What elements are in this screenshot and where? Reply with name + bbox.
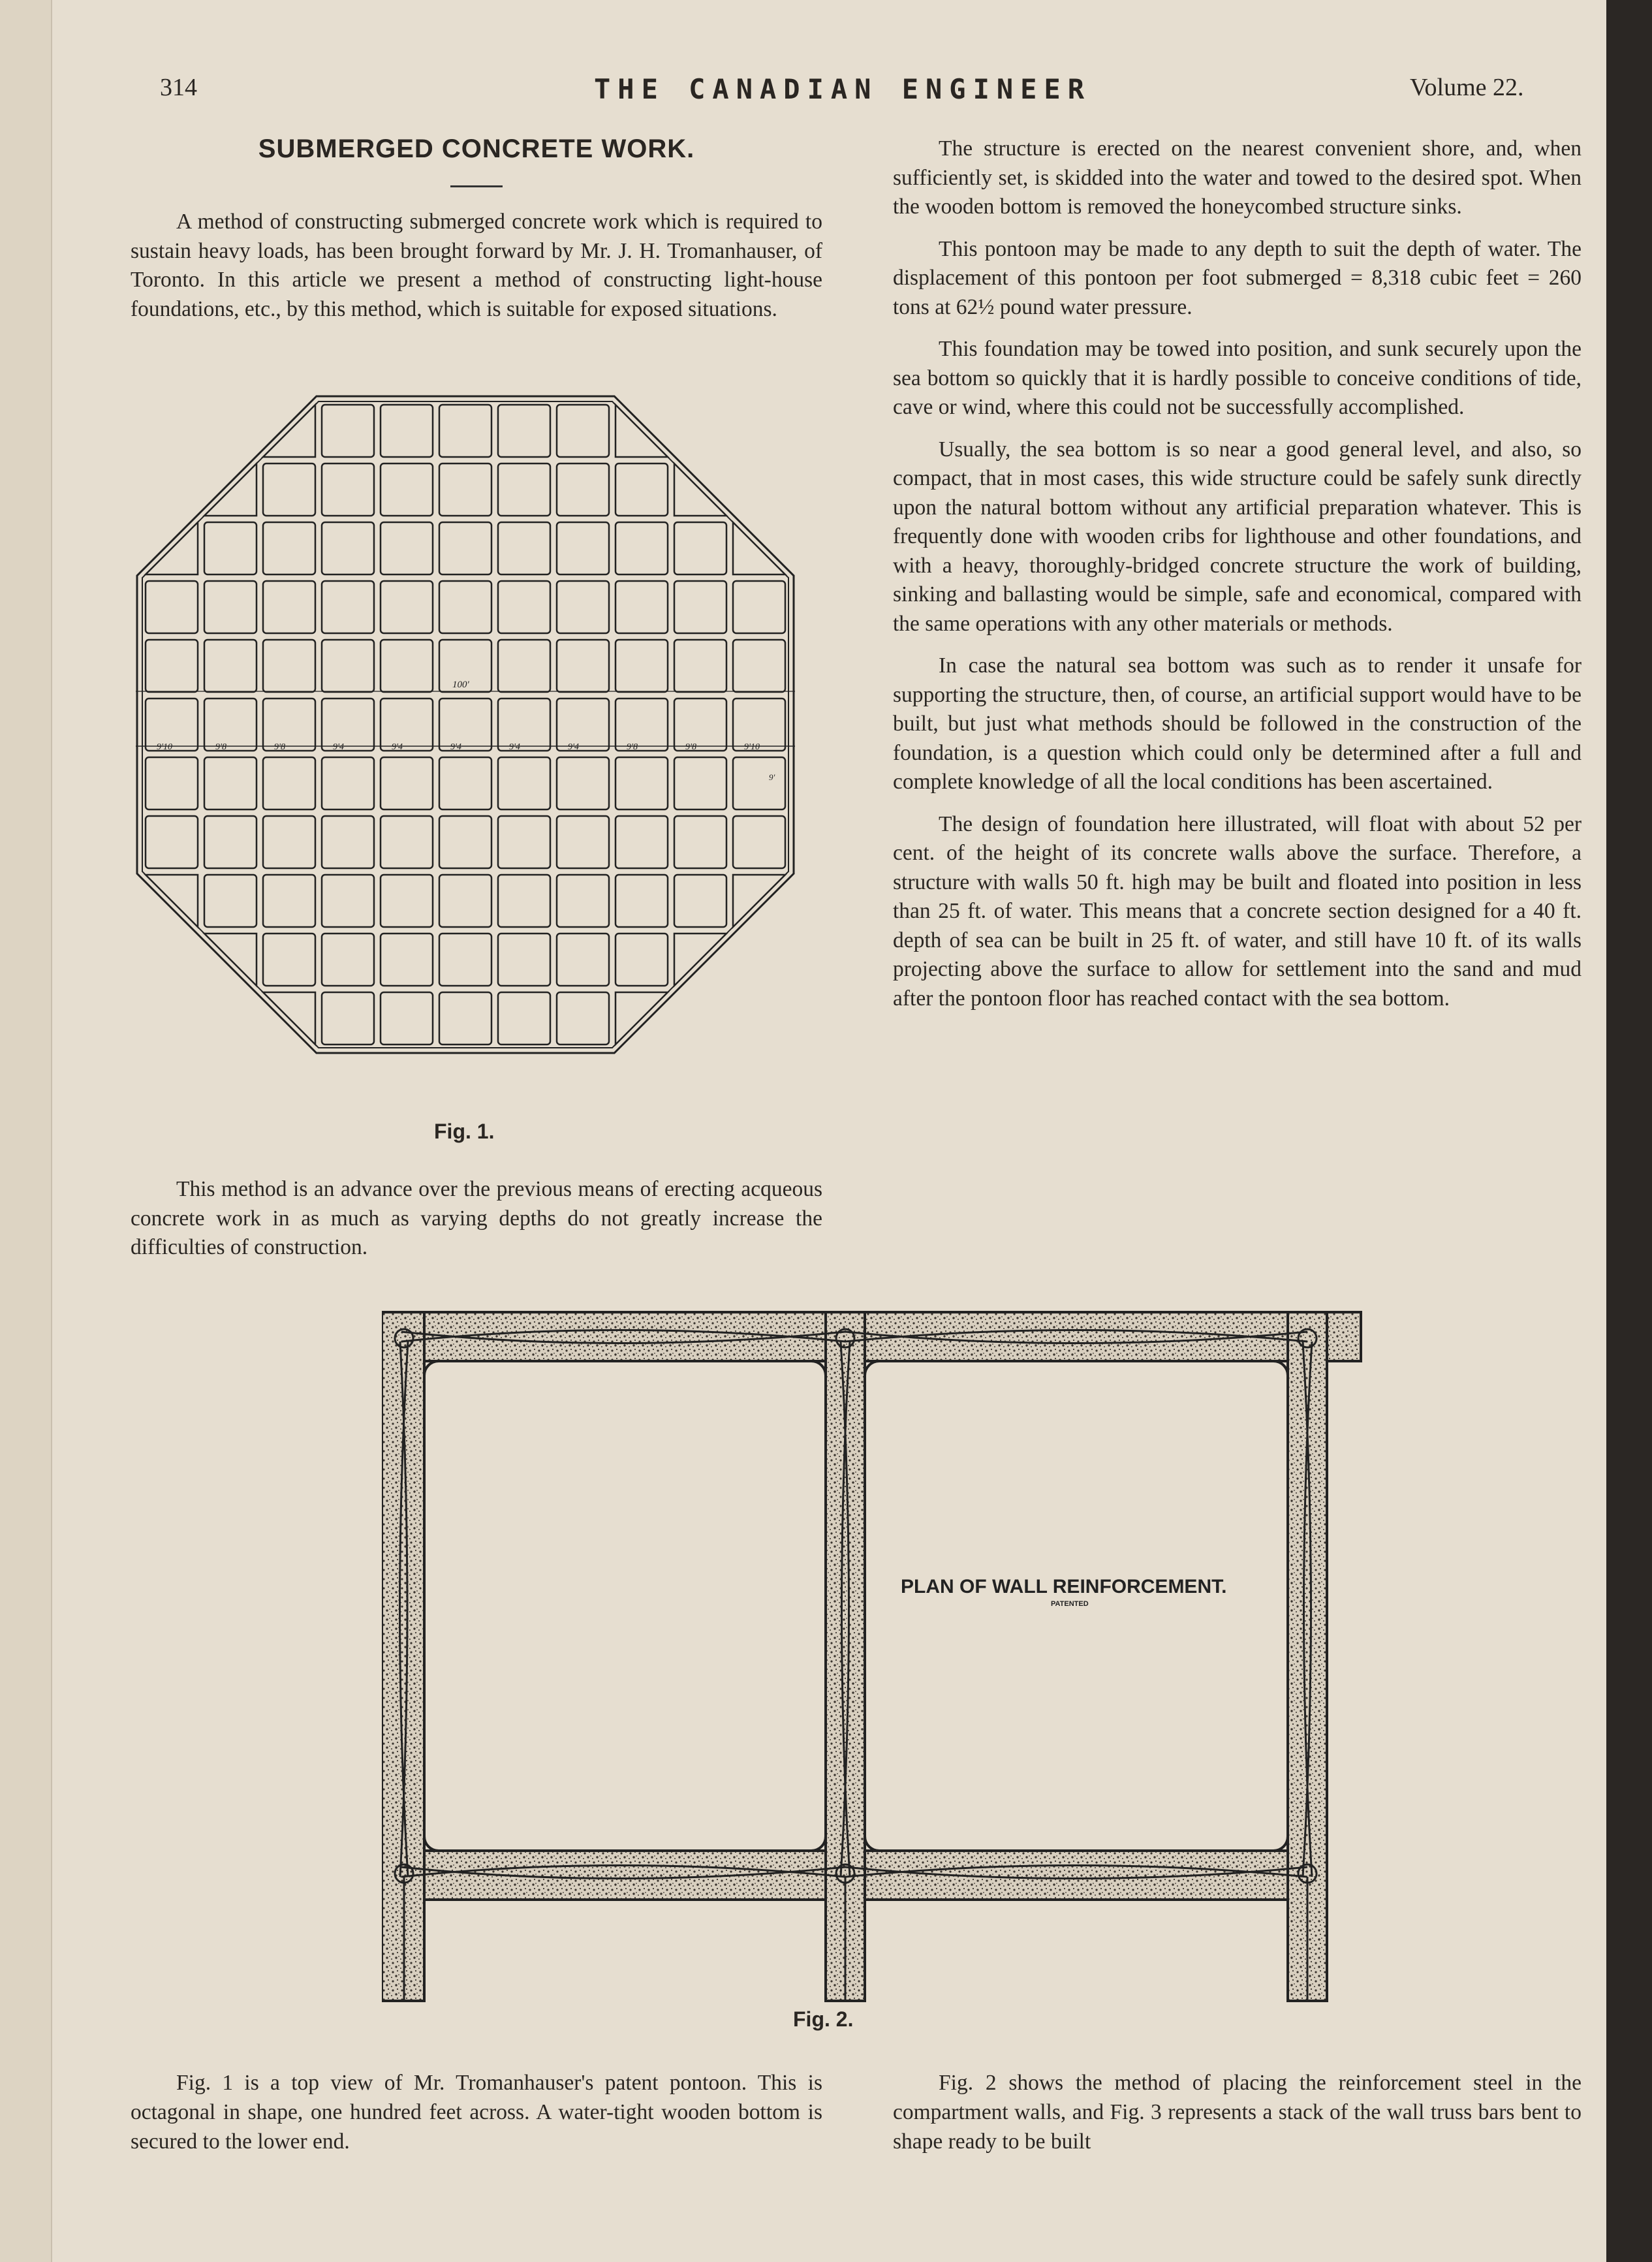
cell-dimension-label: 9'8 [627, 742, 638, 752]
bottom-right-paragraph: Fig. 2 shows the method of placing the reinforcement steel in the compartment walls, and Fig. 3 represents a stack of the wall truss bars bent to shape ready to be built [893, 2071, 1582, 2154]
grid-cell [557, 757, 609, 809]
grid-cell [557, 640, 609, 692]
grid-cell [674, 816, 726, 868]
grid-cell [674, 757, 726, 809]
grid-cell [381, 992, 433, 1045]
grid-cell [381, 699, 433, 751]
bottom-left-paragraph-block [131, 2068, 822, 2156]
figure-1 [131, 395, 835, 1143]
grid-cell [439, 405, 491, 457]
patented-label: PATENTED [1051, 1600, 1089, 1608]
cell-dimension-label: 9'4 [568, 742, 579, 752]
grid-cell [557, 405, 609, 457]
grid-cell [204, 757, 257, 809]
grid-cell [557, 992, 609, 1045]
pontoon-inner-outline [142, 401, 788, 1048]
grid-cell [616, 463, 668, 516]
grid-cell [616, 699, 668, 751]
grid-cell [322, 757, 374, 809]
corner-cell [616, 405, 668, 457]
grid-cell [616, 757, 668, 809]
cell-dimension-label: 9'8 [215, 742, 226, 752]
right-column [893, 134, 1582, 1026]
after-fig1-paragraph-block [131, 1175, 822, 1263]
cell-dimension-label: 9'10 [744, 742, 760, 752]
grid-cell [381, 463, 433, 516]
grid-cell [733, 816, 785, 868]
page-number: 314 [160, 74, 197, 101]
pontoon-outer-outline [137, 396, 794, 1053]
corner-cell [733, 522, 785, 574]
cell-dimension-label: 9'4 [333, 742, 344, 752]
grid-cell [557, 816, 609, 868]
article-title: SUBMERGED CONCRETE WORK. [258, 134, 695, 163]
compartment-left [424, 1361, 826, 1851]
cell-dimension-label: 9'4 [450, 742, 461, 752]
intro-paragraph: A method of constructing submerged concrete work which is required to sustain heavy loads, has been brought forward by Mr. J. H. Tromanhauser, of Toronto. In this article we present a method of constructing light-house foundations, etc., by this method, which is suitable for exposed situations. [131, 210, 822, 321]
grid-cell [204, 581, 257, 633]
grid-cell [381, 934, 433, 986]
grid-cell [322, 816, 374, 868]
grid-cell [498, 522, 550, 574]
grid-cell [381, 816, 433, 868]
grid-cell [498, 405, 550, 457]
grid-cell [498, 640, 550, 692]
wall-reinforcement-plan [382, 1302, 1367, 2007]
volume-label: Volume 22. [1410, 74, 1524, 101]
grid-cell [439, 699, 491, 751]
corner-cell [616, 992, 668, 1045]
grid-cell [439, 875, 491, 927]
grid-cell [204, 640, 257, 692]
book-spine-shadow [1606, 0, 1652, 2262]
grid-cell [498, 816, 550, 868]
grid-cell [381, 522, 433, 574]
grid-cell [498, 934, 550, 986]
figure-2 [382, 1302, 1367, 2031]
grid-cell [733, 757, 785, 809]
grid-cell [439, 522, 491, 574]
grid-cell [674, 875, 726, 927]
journal-title: THE CANADIAN ENGINEER [594, 73, 1092, 105]
grid-cell [439, 816, 491, 868]
right-paragraph-6: The design of foundation here illustrated, will float with about 52 per cent. of the height of its concrete walls above the surface. Therefore, a structure with walls 50 ft. high may be built and floated into position in less than 25 ft. of water. This means that a concrete section designed for a 40 ft. depth of sea can be built in 25 ft. of water, and still have 10 ft. of its walls projecting above the surface to allow for settlement into the sand and mud after the pontoon floor has reached contact with the sea bottom. [893, 811, 1582, 1011]
grid-cell [146, 757, 198, 809]
figure-2-caption: Fig. 2. [793, 2007, 854, 2031]
corner-cell [263, 405, 315, 457]
grid-cell [557, 463, 609, 516]
grid-cell [616, 875, 668, 927]
grid-cell [263, 463, 315, 516]
intro-column [131, 208, 822, 337]
grid-cell [322, 405, 374, 457]
grid-cell [557, 934, 609, 986]
corner-cell [146, 522, 198, 574]
pontoon-plan-diagram [131, 395, 835, 1120]
grid-cell [322, 699, 374, 751]
grid-cell [263, 934, 315, 986]
plan-label: PLAN OF WALL REINFORCEMENT. [901, 1576, 1227, 1597]
grid-cell [616, 581, 668, 633]
right-paragraph-5: In case the natural sea bottom was such as to render it unsafe for supporting the structure, then, of course, an artificial support would have to be built, but just what methods should be followed in the construction of the foundation, is a question which could only be determined after a full and complete knowledge of all the local conditions has been ascertained. [893, 653, 1582, 794]
grid-cell [263, 816, 315, 868]
right-paragraph-1: The structure is erected on the nearest convenient shore, and, when sufficiently set, is skidded into the water and towed to the desired spot. When the wooden bottom is removed the honeycombed structure sinks. [893, 136, 1582, 219]
grid-cell [674, 522, 726, 574]
corner-cell [204, 463, 257, 516]
bottom-right-paragraph-block [893, 2068, 1582, 2156]
grid-cell [381, 405, 433, 457]
grid-cell [263, 640, 315, 692]
cell-dimension-label: 9'10 [157, 742, 172, 752]
grid-cell [204, 816, 257, 868]
grid-cell [616, 816, 668, 868]
grid-cell [322, 875, 374, 927]
grid-cell [322, 463, 374, 516]
grid-cell [674, 581, 726, 633]
grid-cell [439, 757, 491, 809]
grid-cell [204, 875, 257, 927]
side-dimension-label: 9' [769, 772, 775, 782]
grid-cell [381, 581, 433, 633]
grid-cell [322, 581, 374, 633]
grid-cell [439, 463, 491, 516]
figure-1-caption: Fig. 1. [434, 1120, 495, 1143]
grid-cell [263, 581, 315, 633]
right-paragraph-2: This pontoon may be made to any depth to suit the depth of water. The displacement of this pontoon per foot submerged = 8,318 cubic feet = 260 tons at 62½ pound water pressure. [893, 236, 1582, 319]
grid-cell [498, 757, 550, 809]
cell-dimension-label: 9'4 [392, 742, 403, 752]
grid-cell [322, 934, 374, 986]
overall-dimension-label: 100' [452, 680, 469, 690]
corner-cell [263, 992, 315, 1045]
bottom-left-paragraph: Fig. 1 is a top view of Mr. Tromanhauser's patent pontoon. This is octagonal in shape, one hundred feet across. A water-tight wooden bottom is secured to the lower end. [131, 2071, 822, 2154]
grid-cell [381, 640, 433, 692]
page-header [0, 73, 1652, 112]
grid-cell [204, 699, 257, 751]
corner-cell [204, 934, 257, 986]
grid-cell [498, 581, 550, 633]
corner-cell [674, 463, 726, 516]
grid-cell [674, 640, 726, 692]
grid-cell [498, 992, 550, 1045]
grid-cell [439, 581, 491, 633]
corner-cell [146, 875, 198, 927]
grid-cell [263, 757, 315, 809]
grid-cell [616, 640, 668, 692]
grid-cell [674, 699, 726, 751]
grid-cell [146, 816, 198, 868]
grid-cell [439, 934, 491, 986]
cell-dimension-label: 9'4 [509, 742, 520, 752]
grid-cell [498, 463, 550, 516]
grid-cell [263, 522, 315, 574]
right-paragraph-4: Usually, the sea bottom is so near a good general level, and also, so compact, that in most cases, this wide structure could be safely sunk directly upon the natural bottom without any artificial preparation whatever. This is frequently done with wooden cribs for lighthouse and other foundations, and with a heavy, thoroughly-bridged concrete structure the work of building, sinking and ballasting would be simple, safe and economical, compared with the same operations with any other materials or methods. [893, 437, 1582, 636]
grid-cell [381, 757, 433, 809]
grid-cell [322, 640, 374, 692]
grid-cell [322, 522, 374, 574]
corner-cell [733, 875, 785, 927]
after-fig1-paragraph: This method is an advance over the previous means of erecting acqueous concrete work in as much as varying depths do not greatly increase the difficulties of construction. [131, 1177, 822, 1259]
grid-cell [557, 875, 609, 927]
grid-cell [498, 699, 550, 751]
right-paragraph-3: This foundation may be towed into position, and sunk securely upon the sea bottom so quickly that it is hardly possible to conceive conditions of tide, cave or wind, where this could not be successfully accomplished. [893, 337, 1582, 419]
grid-cell [322, 992, 374, 1045]
grid-cell [733, 581, 785, 633]
grid-cell [557, 699, 609, 751]
grid-cell [263, 875, 315, 927]
grid-cell [498, 875, 550, 927]
grid-cell [557, 522, 609, 574]
grid-cell [733, 640, 785, 692]
grid-cell [204, 522, 257, 574]
grid-cell [381, 875, 433, 927]
corner-cell [674, 934, 726, 986]
grid-cell [146, 640, 198, 692]
grid-cell [146, 581, 198, 633]
grid-cell [439, 992, 491, 1045]
page-gutter [0, 0, 52, 2262]
grid-cell [616, 522, 668, 574]
grid-cell [263, 699, 315, 751]
cell-dimension-label: 9'8 [274, 742, 285, 752]
cell-dimension-label: 9'8 [685, 742, 696, 752]
grid-cell [616, 934, 668, 986]
title-rule [450, 185, 503, 187]
grid-cell [557, 581, 609, 633]
